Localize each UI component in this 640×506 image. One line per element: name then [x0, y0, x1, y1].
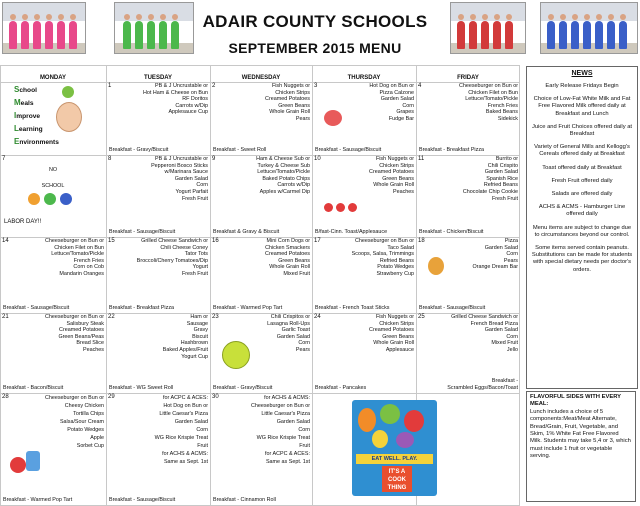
eat-well-poster — [352, 400, 437, 496]
news-item: Choice of Low-Fat White Milk and Fat Free Flavored Milk offered daily at Breakfast and Lunch — [533, 96, 631, 117]
vegetable-character-icon — [380, 404, 400, 424]
milk-fruit-icon — [26, 451, 40, 471]
no-school-text: SCHOOL — [41, 183, 65, 189]
news-panel — [526, 66, 638, 389]
flavorful-sides-panel — [526, 391, 636, 502]
smile-line: Environments — [14, 137, 59, 146]
menu-cell-sep-11: 11 Burrito or Chili Crispito Garden Salad Spanish Rice Refried Beans Chocolate Chip Cookie Fresh Fruit Breakfast - Chicken/Biscuit — [418, 156, 518, 236]
staff-photo-1 — [2, 2, 86, 54]
day-header-tuesday: TUESDAY — [143, 75, 173, 81]
smile-line: Learning — [14, 124, 43, 133]
menu-calendar-grid — [0, 65, 520, 506]
menu-cell-sep-2: 2 Fish Nuggets or Chicken Strips Creamed Potatoes Green Beans Whole Grain Roll Pears Breakfast - Sweet Roll — [212, 83, 310, 154]
poster-slogan-text: IT'S A COOK THING — [382, 466, 412, 492]
menu-month-title: SEPTEMBER 2015 MENU — [228, 40, 402, 56]
smile-line: School — [14, 85, 37, 94]
staff-photo-4 — [540, 2, 638, 54]
staff-photo-2 — [114, 2, 194, 54]
menu-cell-sep-28: 28 Cheeseburger on Bun or Cheesy Chicken Tortilla Chips Salsa/Sour Cream Potato Wedges Apple Sorbet Cup Breakfast - Warmed Pop Tart — [2, 394, 104, 504]
news-item: Variety of General Mills and Kellogg's Cereals offered daily at Breakfast — [534, 144, 630, 158]
menu-cell-sep-24: 24 Fish Nuggets or Chicken Strips Creamed Potatoes Green Beans Whole Grain Roll Applesauce Breakfast - Pancakes — [314, 314, 414, 392]
menu-cell-sep-30: 30 for ACHS & ACMS: Cheeseburger on Bun or Little Caesar's Pizza Garden Salad Corn WG Rice Krispie Treat Fruit for ACPC & ACES: Same as Sept. 1st Breakfast - Cinnamon Roll — [212, 394, 310, 504]
children-icon — [60, 193, 72, 205]
menu-cell-sep-7: 7 NO SCHOOL LABOR DAY!! — [0, 155, 106, 237]
menu-cell-sep-3: 3 Hot Dog on Bun or Pizza Calzone Garden Salad Corn Grapes Fudge Bar Breakfast - Sausage/Biscuit — [314, 83, 414, 154]
vegetable-character-icon — [404, 410, 424, 432]
vegetable-character-icon — [372, 430, 388, 448]
milk-fruit-icon — [10, 457, 26, 473]
smile-graphic — [0, 82, 106, 155]
menu-cell-sep-4: 4 Cheeseburger on Bun or Chicken Filet on Bun Lettuce/Tomato/Pickle French Fries Baked Beans Sidekick Breakfast - Breakfast Pizza — [418, 83, 518, 154]
menu-cell-sep-16: 16 Mini Corn Dogs or Chicken Smackers Creamed Potatoes Green Beans Whole Grain Roll Mixed Fruit Breakfast - Warmed Pop Tart — [212, 238, 310, 312]
staff-photo-3 — [450, 2, 526, 54]
news-item: Menu items are subject to change due to circumstances beyond our control. — [532, 224, 632, 238]
flavorful-sides-title: FLAVORFUL SIDES WITH EVERY MEAL: — [530, 394, 621, 408]
heart-fruit-icon — [324, 110, 342, 126]
menu-cell-sep-10: 10 Fish Nuggets or Chicken Strips Creamed Potatoes Green Beans Whole Grain Roll Peaches B/fast-Cinn. Toast/Applesauce — [314, 156, 414, 236]
news-item: Salads are offered daily — [551, 191, 613, 198]
apple-icon — [428, 257, 444, 275]
vegetable-character-icon — [358, 408, 376, 432]
flavorful-sides-body: Lunch includes a choice of 5 components:Meat/Meat Alternate, Bread/Grain, Fruit, Vegetable, and Skim, 1% White Fat Free Flavored Milk. Students may take 5,4 or 3, which must include 1 fruit or vegetable serving. — [530, 408, 631, 460]
menu-cell-sep-29: 29 for ACPC & ACES: Hot Dog on Bun or Little Caesar's Pizza Garden Salad Corn WG Rice Krispie Treat Fruit for ACHS & ACMS: Same as Sept. 1st Breakfast - Sausage/Biscuit — [108, 394, 208, 504]
news-item: Early Release Fridays Begin — [545, 83, 619, 89]
menu-cell-sep-14: 14 Cheeseburger on Bun or Chicken Filet on Bun Lettuce/Tomato/Pickle French Fries Corn on Cob Mandarin Oranges Breakfast - Sausage/Biscuit — [2, 238, 104, 312]
news-item: Some items served contain peanuts. Substitutions can be made for students with special dietary needs per doctor's orders. — [531, 245, 633, 273]
day-header-thursday: THURSDAY — [347, 75, 381, 81]
menu-cell-sep-22: 22 Ham or Sausage Gravy Biscuit Hashbrown Baked Apples/Fruit Yogurt Cup Breakfast - WG Sweet Roll — [108, 314, 208, 392]
news-item: Toast offered daily at Breakfast — [542, 164, 622, 171]
news-title: NEWS — [571, 70, 593, 77]
vegetable-character-icon — [396, 432, 414, 448]
news-item: ACHS & ACMS - Hamburger Line offered daily — [538, 204, 626, 218]
fruit-icon — [336, 203, 345, 212]
fruit-icon — [348, 203, 357, 212]
news-item: Juice and Fruit Choices offered daily at Breakfast — [531, 123, 633, 138]
menu-cell-sep-17: 17 Cheeseburger on Bun or Taco Salad Scoops, Salsa, Trimmings Refried Beans Potato Wedges Strawberry Cup Breakfast - French Toast Sticks — [314, 238, 414, 312]
menu-cell-sep-18: 18 Pizza Garden Salad Corn Pears Orange Dream Bar Breakfast - Sausage/Biscuit — [418, 238, 518, 312]
apple-icon — [62, 86, 74, 98]
smile-line: Improve — [14, 111, 41, 120]
no-school-text: NO — [48, 167, 58, 173]
menu-cell-sep-8: 8 PB & J Uncrustable or Pepperoni Bosco Sticks w/Marinara Sauce Garden Salad Corn Yogurt Parfait Fresh Fruit Breakfast - Sausage/Biscuit — [108, 156, 208, 236]
day-header-wednesday: WEDNESDAY — [241, 75, 281, 81]
menu-cell-sep-1: 1 PB & J Uncrustable or Hot Ham & Cheese on Bun RF Doritos Carrots w/Dip Applesauce Cup Breakfast - Gravy/Biscuit — [108, 83, 208, 154]
day-header-friday: FRIDAY — [457, 75, 479, 81]
page-title: ADAIR COUNTY SCHOOLS — [202, 12, 428, 31]
children-icon — [28, 193, 40, 205]
child-face-icon — [56, 102, 82, 132]
children-icon — [44, 193, 56, 205]
menu-cell-sep-15: 15 Grilled Cheese Sandwich or Chili Cheese Coney Tator Tots Broccoli/Cherry Tomatoes/Dip Yogurt Fresh Fruit Breakfast - Breakfast Pizza — [108, 238, 208, 312]
smiley-face-icon — [222, 341, 250, 369]
smile-line: Meals — [14, 98, 34, 107]
menu-cell-sep-23: 23 Chili Crispitos or Lasagna Roll-Ups Garlic Toast Garden Salad Corn Pears Breakfast - Gravy/Biscuit — [212, 314, 310, 392]
menu-cell-sep-25: 25 Grilled Cheese Sandwich or French Bread Pizza Garden Salad Corn Mixed Fruit Jello Breakfast - Scrambled Eggs/Bacon/Toast — [418, 314, 518, 392]
news-item: Fresh Fruit offered daily — [551, 177, 613, 184]
menu-cell-sep-9: 9 Ham & Cheese Sub or Turkey & Cheese Sub Lettuce/Tomato/Pickle Baked Potato Chips Carrots w/Dip Apples w/Carmel Dip Breakfast & Gravy & Biscuit — [212, 156, 310, 236]
labor-day-text: LABOR DAY!! — [4, 219, 42, 225]
day-header-monday: MONDAY — [39, 75, 67, 81]
poster-banner-text: EAT WELL. PLAY. — [356, 454, 433, 464]
fruit-icon — [324, 203, 333, 212]
menu-cell-sep-21: 21 Cheeseburger on Bun or Salisbury Steak Creamed Potatoes Green Beans/Peas Bread Slice Peaches Breakfast - Bacon/Biscuit — [2, 314, 104, 392]
